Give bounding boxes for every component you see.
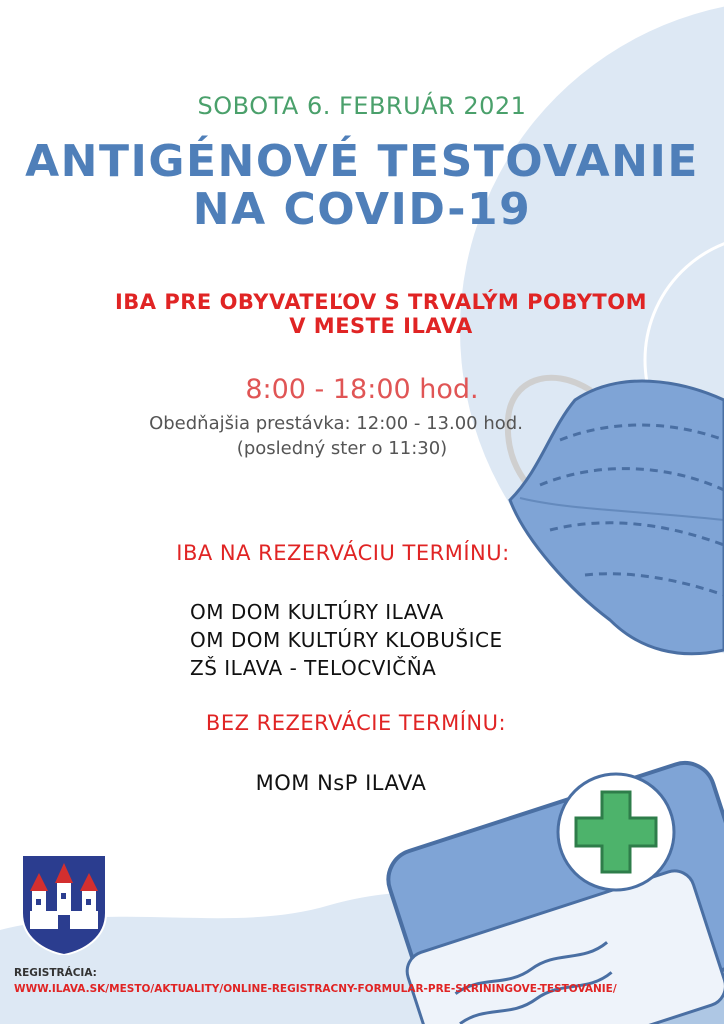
reservation-heading: IBA NA REZERVÁCIU TERMÍNU: [176,541,510,565]
eligibility-line-1: IBA PRE OBYVATEĽOV S TRVALÝM POBYTOM [114,290,648,314]
opening-hours: 8:00 - 18:00 hod. [245,374,479,405]
lunch-break: Obedňajšia prestávka: 12:00 - 13.00 hod. [149,413,523,434]
no-reservation-location: MOM NsP ILAVA [255,771,427,795]
reservation-location: ZŠ ILAVA - TELOCVIČŇA [190,656,437,680]
reservation-location: OM DOM KULTÚRY KLOBUŠICE [190,628,503,652]
registration-label: REGISTRÁCIA: [14,967,97,979]
registration-link[interactable]: WWW.ILAVA.SK/MESTO/AKTUALITY/ONLINE-REGISTRACNY-FORMULAR-PRE-SKRININGOVE-TESTOVANIE/ [14,983,617,995]
eligibility-notice [38,290,724,338]
event-date: SOBOTA 6. FEBRUÁR 2021 [197,92,527,120]
last-swab: (posledný ster o 11:30) [236,438,448,459]
title-line-2: NA COVID-19 [192,184,532,235]
eligibility-line-2: V MESTE ILAVA [289,314,473,338]
title-line-1: ANTIGÉNOVÉ TESTOVANIE [25,136,699,187]
face-mask-icon [480,360,724,660]
page-title [0,138,724,234]
city-coat-of-arms-icon [20,853,108,955]
reservation-location: OM DOM KULTÚRY ILAVA [190,600,444,624]
no-reservation-heading: BEZ REZERVÁCIE TERMÍNU: [205,711,507,735]
